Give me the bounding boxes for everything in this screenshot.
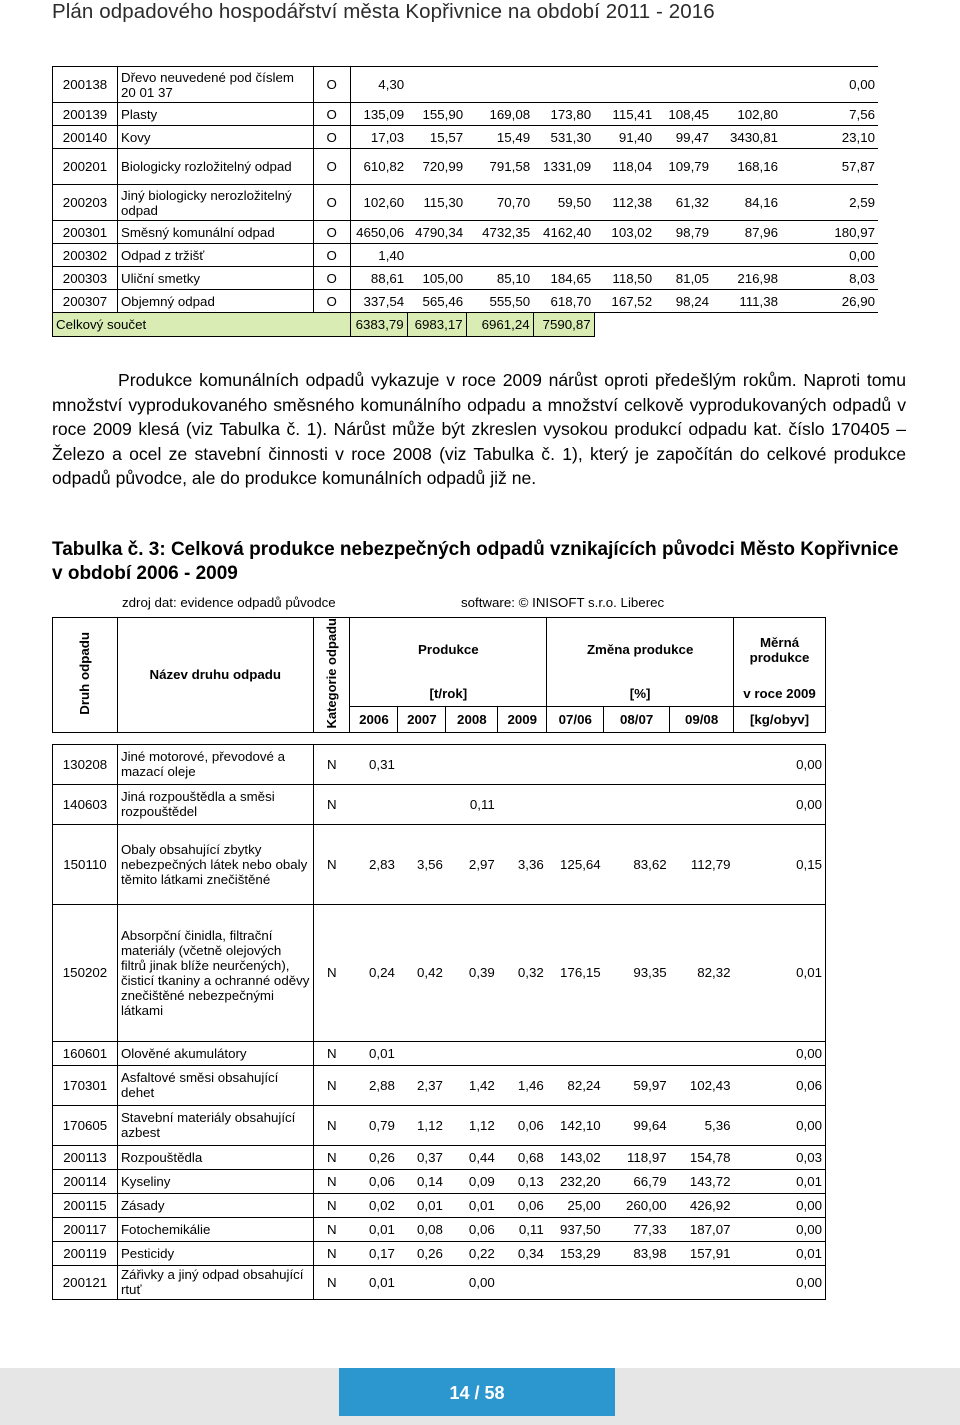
year-header: 2008 (446, 707, 498, 732)
col-produkce: Produkce (350, 618, 547, 682)
col-druh: Druh odpadu (53, 618, 118, 733)
merna-value: 0,15 (734, 824, 826, 904)
value-cell: 232,20 (547, 1169, 604, 1193)
value-cell: 791,58 (466, 149, 533, 185)
waste-code: 140603 (53, 784, 118, 824)
waste-category: N (313, 1145, 350, 1169)
waste-name: Objemný odpad (117, 290, 313, 313)
waste-category: O (313, 67, 350, 103)
year-header: 2009 (498, 707, 547, 732)
waste-code: 200303 (53, 267, 118, 290)
value-cell: 3,36 (498, 824, 547, 904)
value-cell: 118,50 (594, 267, 655, 290)
value-cell: 143,72 (670, 1169, 734, 1193)
change-header: 08/07 (604, 707, 670, 732)
value-cell: 98,79 (655, 221, 712, 244)
value-cell: 93,35 (604, 904, 670, 1041)
value-cell: 1,46 (498, 1065, 547, 1105)
hazardous-waste-table (52, 617, 826, 1300)
merna-value: 0,01 (734, 1169, 826, 1193)
table3-title: Tabulka č. 3: Celková produkce nebezpečných odpadů vznikajících původci Město Kopřivnice v období 2006 - 2009 (52, 539, 899, 584)
waste-category: N (313, 1241, 350, 1265)
value-cell: 216,98 (712, 267, 781, 290)
value-cell: 99,64 (604, 1105, 670, 1145)
table1-row (53, 244, 879, 267)
value-cell (670, 744, 734, 784)
value-cell: 0,39 (446, 904, 498, 1041)
value-cell: 4162,40 (533, 221, 594, 244)
value-cell: 82,32 (670, 904, 734, 1041)
waste-category: N (313, 824, 350, 904)
waste-category: N (313, 1217, 350, 1241)
value-cell: 1,12 (398, 1105, 446, 1145)
value-cell: 2,88 (350, 1065, 398, 1105)
value-cell: 0,11 (498, 1217, 547, 1241)
col-kategorie: Kategorie odpadu (313, 618, 350, 733)
value-cell: 0,00 (781, 244, 878, 267)
value-cell (712, 67, 781, 103)
waste-category: N (313, 904, 350, 1041)
value-cell: 0,42 (398, 904, 446, 1041)
value-cell (547, 784, 604, 824)
value-cell: 0,32 (498, 904, 547, 1041)
value-cell: 0,14 (398, 1169, 446, 1193)
value-cell (604, 1041, 670, 1065)
value-cell: 0,06 (446, 1217, 498, 1241)
table3-row (53, 784, 826, 824)
value-cell: 85,10 (466, 267, 533, 290)
waste-name: Zásady (117, 1193, 313, 1217)
waste-code: 170605 (53, 1105, 118, 1145)
table3-row (53, 744, 826, 784)
source-right: software: © INISOFT s.r.o. Liberec (461, 595, 665, 610)
waste-code: 200139 (53, 103, 118, 126)
value-cell: 108,45 (655, 103, 712, 126)
waste-code: 160601 (53, 1041, 118, 1065)
value-cell: 88,61 (350, 267, 407, 290)
value-cell: 0,06 (498, 1193, 547, 1217)
value-cell: 0,44 (446, 1145, 498, 1169)
waste-category: O (313, 149, 350, 185)
value-cell: 1331,09 (533, 149, 594, 185)
value-cell (398, 1265, 446, 1299)
waste-code: 200113 (53, 1145, 118, 1169)
value-cell (407, 67, 466, 103)
value-cell: 25,00 (547, 1193, 604, 1217)
paragraph-text (52, 368, 906, 491)
waste-code: 200302 (53, 244, 118, 267)
value-cell: 109,79 (655, 149, 712, 185)
value-cell: 2,83 (350, 824, 398, 904)
value-cell: 142,10 (547, 1105, 604, 1145)
table1-total-row (53, 313, 879, 337)
value-cell: 0,13 (498, 1169, 547, 1193)
waste-category: O (313, 267, 350, 290)
value-cell (712, 244, 781, 267)
value-cell (398, 784, 446, 824)
value-cell: 3430,81 (712, 126, 781, 149)
table3-row (53, 1193, 826, 1217)
value-cell: 0,01 (350, 1041, 398, 1065)
value-cell: 0,26 (350, 1145, 398, 1169)
value-cell: 0,06 (350, 1169, 398, 1193)
merna-value: 0,01 (734, 904, 826, 1041)
waste-category: O (313, 290, 350, 313)
waste-category: N (313, 1105, 350, 1145)
value-cell: 167,52 (594, 290, 655, 313)
value-cell: 15,49 (466, 126, 533, 149)
value-cell: 59,97 (604, 1065, 670, 1105)
value-cell: 0,01 (350, 1265, 398, 1299)
year-header: 2006 (350, 707, 398, 732)
merna-value: 0,00 (734, 1105, 826, 1145)
value-cell: 99,47 (655, 126, 712, 149)
waste-category: N (313, 1265, 350, 1299)
merna-value: 0,00 (734, 1217, 826, 1241)
value-cell: 0,01 (446, 1193, 498, 1217)
waste-code: 130208 (53, 744, 118, 784)
value-cell: 184,65 (533, 267, 594, 290)
value-cell: 26,90 (781, 290, 878, 313)
value-cell: 105,00 (407, 267, 466, 290)
spacer (53, 732, 826, 744)
value-cell: 1,40 (350, 244, 407, 267)
table1-row (53, 126, 879, 149)
total-value: 6961,24 (466, 313, 533, 337)
table3-row (53, 904, 826, 1041)
value-cell (398, 744, 446, 784)
waste-category: N (313, 744, 350, 784)
merna-value: 0,03 (734, 1145, 826, 1169)
value-cell: 0,01 (398, 1193, 446, 1217)
value-cell: 260,00 (604, 1193, 670, 1217)
value-cell: 4650,06 (350, 221, 407, 244)
table3-row (53, 824, 826, 904)
waste-category: N (313, 1169, 350, 1193)
value-cell (655, 244, 712, 267)
page-number: 14 / 58 (339, 1368, 615, 1416)
value-cell: 81,05 (655, 267, 712, 290)
value-cell: 57,87 (781, 149, 878, 185)
waste-category: N (313, 1193, 350, 1217)
value-cell: 98,24 (655, 290, 712, 313)
value-cell: 17,03 (350, 126, 407, 149)
value-cell: 70,70 (466, 185, 533, 221)
value-cell: 0,22 (446, 1241, 498, 1265)
value-cell: 118,04 (594, 149, 655, 185)
source-left: zdroj dat: evidence odpadů původce (122, 595, 336, 610)
col-zmena: Změna produkce (547, 618, 734, 682)
value-cell: 112,38 (594, 185, 655, 221)
change-header: 09/08 (670, 707, 734, 732)
value-cell (498, 1265, 547, 1299)
value-cell: 0,11 (446, 784, 498, 824)
value-cell (547, 1041, 604, 1065)
value-cell: 0,34 (498, 1241, 547, 1265)
waste-code: 200140 (53, 126, 118, 149)
value-cell: 565,46 (407, 290, 466, 313)
empty-cell (594, 313, 878, 337)
value-cell: 87,96 (712, 221, 781, 244)
total-value: 7590,87 (533, 313, 594, 337)
value-cell: 1,42 (446, 1065, 498, 1105)
value-cell (498, 744, 547, 784)
waste-name: Plasty (117, 103, 313, 126)
value-cell: 0,31 (350, 744, 398, 784)
change-header: 07/06 (547, 707, 604, 732)
value-cell: 157,91 (670, 1241, 734, 1265)
value-cell: 135,09 (350, 103, 407, 126)
value-cell: 173,80 (533, 103, 594, 126)
table1-row (53, 185, 879, 221)
value-cell: 2,37 (398, 1065, 446, 1105)
merna-year: v roce 2009 (734, 681, 826, 706)
value-cell: 91,40 (594, 126, 655, 149)
waste-name: Rozpouštědla (117, 1145, 313, 1169)
waste-category: O (313, 221, 350, 244)
merna-value: 0,00 (734, 744, 826, 784)
waste-name: Obaly obsahující zbytky nebezpečných látek nebo obaly těmito látkami znečištěné (117, 824, 313, 904)
value-cell: 0,24 (350, 904, 398, 1041)
value-cell: 112,79 (670, 824, 734, 904)
waste-name: Kyseliny (117, 1169, 313, 1193)
table1-row (53, 267, 879, 290)
value-cell (547, 1265, 604, 1299)
value-cell: 83,62 (604, 824, 670, 904)
waste-code: 150202 (53, 904, 118, 1041)
waste-name: Jiná rozpouštědla a směsi rozpouštědel (117, 784, 313, 824)
value-cell: 0,17 (350, 1241, 398, 1265)
value-cell: 15,57 (407, 126, 466, 149)
value-cell (533, 244, 594, 267)
value-cell: 720,99 (407, 149, 466, 185)
waste-name: Olověné akumulátory (117, 1041, 313, 1065)
value-cell: 4732,35 (466, 221, 533, 244)
table3-row (53, 1065, 826, 1105)
waste-name: Jiný biologicky nerozložitelný odpad (117, 185, 313, 221)
value-cell: 5,36 (670, 1105, 734, 1145)
value-cell (604, 744, 670, 784)
table3-row (53, 1241, 826, 1265)
waste-name: Dřevo neuvedené pod číslem 20 01 37 (117, 67, 313, 103)
value-cell: 180,97 (781, 221, 878, 244)
waste-name: Odpad z tržišť (117, 244, 313, 267)
waste-name: Uliční smetky (117, 267, 313, 290)
value-cell: 2,59 (781, 185, 878, 221)
table3-row (53, 1041, 826, 1065)
value-cell (604, 1265, 670, 1299)
value-cell: 426,92 (670, 1193, 734, 1217)
value-cell: 102,43 (670, 1065, 734, 1105)
waste-name: Kovy (117, 126, 313, 149)
table3-row (53, 1265, 826, 1299)
value-cell (670, 1041, 734, 1065)
value-cell (604, 784, 670, 824)
value-cell: 83,98 (604, 1241, 670, 1265)
value-cell: 77,33 (604, 1217, 670, 1241)
value-cell (547, 744, 604, 784)
waste-category: O (313, 244, 350, 267)
merna-value: 0,00 (734, 1193, 826, 1217)
waste-name: Asfaltové směsi obsahující dehet (117, 1065, 313, 1105)
value-cell: 125,64 (547, 824, 604, 904)
waste-code: 170301 (53, 1065, 118, 1105)
value-cell: 0,02 (350, 1193, 398, 1217)
total-label: Celkový součet (53, 313, 351, 337)
waste-category: N (313, 1065, 350, 1105)
value-cell: 0,01 (350, 1217, 398, 1241)
value-cell (466, 244, 533, 267)
value-cell: 337,54 (350, 290, 407, 313)
waste-code: 200115 (53, 1193, 118, 1217)
waste-name: Absorpční činidla, filtrační materiály (včetně olejových filtrů jinak blíže neurčených), čisticí tkaniny a ochranné oděvy znečištěné nebezpečnými látkami (117, 904, 313, 1041)
value-cell: 2,97 (446, 824, 498, 904)
table3-row (53, 1105, 826, 1145)
value-cell: 154,78 (670, 1145, 734, 1169)
value-cell: 0,00 (781, 67, 878, 103)
value-cell: 4790,34 (407, 221, 466, 244)
waste-name: Jiné motorové, převodové a mazací oleje (117, 744, 313, 784)
merna-value: 0,06 (734, 1065, 826, 1105)
merna-unit: [kg/obyv] (734, 707, 826, 732)
value-cell: 0,26 (398, 1241, 446, 1265)
value-cell: 555,50 (466, 290, 533, 313)
value-cell: 618,70 (533, 290, 594, 313)
year-header: 2007 (398, 707, 446, 732)
value-cell: 0,08 (398, 1217, 446, 1241)
value-cell: 82,24 (547, 1065, 604, 1105)
total-value: 6383,79 (350, 313, 407, 337)
value-cell: 4,30 (350, 67, 407, 103)
value-cell: 176,15 (547, 904, 604, 1041)
value-cell: 0,00 (446, 1265, 498, 1299)
value-cell: 59,50 (533, 185, 594, 221)
value-cell: 0,06 (498, 1105, 547, 1145)
waste-name: Fotochemikálie (117, 1217, 313, 1241)
value-cell: 61,32 (655, 185, 712, 221)
waste-name: Směsný komunální odpad (117, 221, 313, 244)
value-cell: 115,30 (407, 185, 466, 221)
value-cell: 531,30 (533, 126, 594, 149)
waste-code: 200301 (53, 221, 118, 244)
merna-value: 0,00 (734, 1265, 826, 1299)
value-cell (533, 67, 594, 103)
merna-value: 0,01 (734, 1241, 826, 1265)
value-cell: 937,50 (547, 1217, 604, 1241)
waste-name: Stavební materiály obsahující azbest (117, 1105, 313, 1145)
waste-code: 200307 (53, 290, 118, 313)
value-cell: 610,82 (350, 149, 407, 185)
merna-value: 0,00 (734, 784, 826, 824)
value-cell (466, 67, 533, 103)
table3-row (53, 1217, 826, 1241)
value-cell (594, 67, 655, 103)
value-cell: 155,90 (407, 103, 466, 126)
value-cell (498, 784, 547, 824)
value-cell: 0,37 (398, 1145, 446, 1169)
waste-code: 150110 (53, 824, 118, 904)
value-cell (498, 1041, 547, 1065)
col-merna: Měrná produkce (734, 618, 826, 682)
value-cell (655, 67, 712, 103)
table3-row (53, 1169, 826, 1193)
zmena-unit: [%] (547, 681, 734, 706)
table1-row (53, 149, 879, 185)
value-cell: 169,08 (466, 103, 533, 126)
value-cell: 0,79 (350, 1105, 398, 1145)
value-cell: 102,60 (350, 185, 407, 221)
value-cell: 0,09 (446, 1169, 498, 1193)
value-cell: 8,03 (781, 267, 878, 290)
value-cell: 66,79 (604, 1169, 670, 1193)
produkce-unit: [t/rok] (350, 681, 547, 706)
value-cell: 1,12 (446, 1105, 498, 1145)
waste-name: Pesticidy (117, 1241, 313, 1265)
value-cell (594, 244, 655, 267)
value-cell: 118,97 (604, 1145, 670, 1169)
waste-category: N (313, 1041, 350, 1065)
value-cell: 103,02 (594, 221, 655, 244)
value-cell: 0,68 (498, 1145, 547, 1169)
municipal-waste-table (52, 66, 878, 337)
paragraph: Produkce komunálních odpadů vykazuje v roce 2009 nárůst oproti předešlým rokům. Naproti tomu množství vyprodukovaného směsného komunálního odpadu a množství celkově vyprodukovaných odpadů v roce 2009 klesá (viz Tabulka č. 1). Nárůst může být zkreslen vysokou produkcí odpadu kat. číslo 170405 – Železo a ocel ze stavební činnosti v roce 2008 (viz Tabulka č. 1), který je započítán do celkové produkce odpadů původce, ale do produkce komunálních odpadů již ne. (52, 370, 906, 488)
value-cell: 168,16 (712, 149, 781, 185)
table1-row (53, 290, 879, 313)
value-cell: 111,38 (712, 290, 781, 313)
table1-row (53, 67, 879, 103)
value-cell (398, 1041, 446, 1065)
value-cell: 3,56 (398, 824, 446, 904)
waste-category: N (313, 784, 350, 824)
value-cell (670, 1265, 734, 1299)
value-cell: 143,02 (547, 1145, 604, 1169)
table1-row (53, 103, 879, 126)
waste-code: 200119 (53, 1241, 118, 1265)
total-value: 6983,17 (407, 313, 466, 337)
value-cell (407, 244, 466, 267)
value-cell (446, 1041, 498, 1065)
waste-code: 200121 (53, 1265, 118, 1299)
waste-code: 200117 (53, 1217, 118, 1241)
document-header: Plán odpadového hospodářství města Kopřivnice na období 2011 - 2016 (52, 0, 715, 23)
waste-category: O (313, 185, 350, 221)
merna-value: 0,00 (734, 1041, 826, 1065)
value-cell: 84,16 (712, 185, 781, 221)
value-cell (670, 784, 734, 824)
table3-row (53, 1145, 826, 1169)
waste-name: Zářivky a jiný odpad obsahující rtuť (117, 1265, 313, 1299)
value-cell: 187,07 (670, 1217, 734, 1241)
waste-code: 200203 (53, 185, 118, 221)
waste-code: 200138 (53, 67, 118, 103)
waste-code: 200114 (53, 1169, 118, 1193)
value-cell: 102,80 (712, 103, 781, 126)
col-nazev: Název druhu odpadu (117, 618, 313, 733)
waste-category: O (313, 126, 350, 149)
value-cell (350, 784, 398, 824)
table1-row (53, 221, 879, 244)
value-cell (446, 744, 498, 784)
value-cell: 7,56 (781, 103, 878, 126)
value-cell: 115,41 (594, 103, 655, 126)
waste-name: Biologicky rozložitelný odpad (117, 149, 313, 185)
value-cell: 153,29 (547, 1241, 604, 1265)
waste-code: 200201 (53, 149, 118, 185)
value-cell: 23,10 (781, 126, 878, 149)
waste-category: O (313, 103, 350, 126)
